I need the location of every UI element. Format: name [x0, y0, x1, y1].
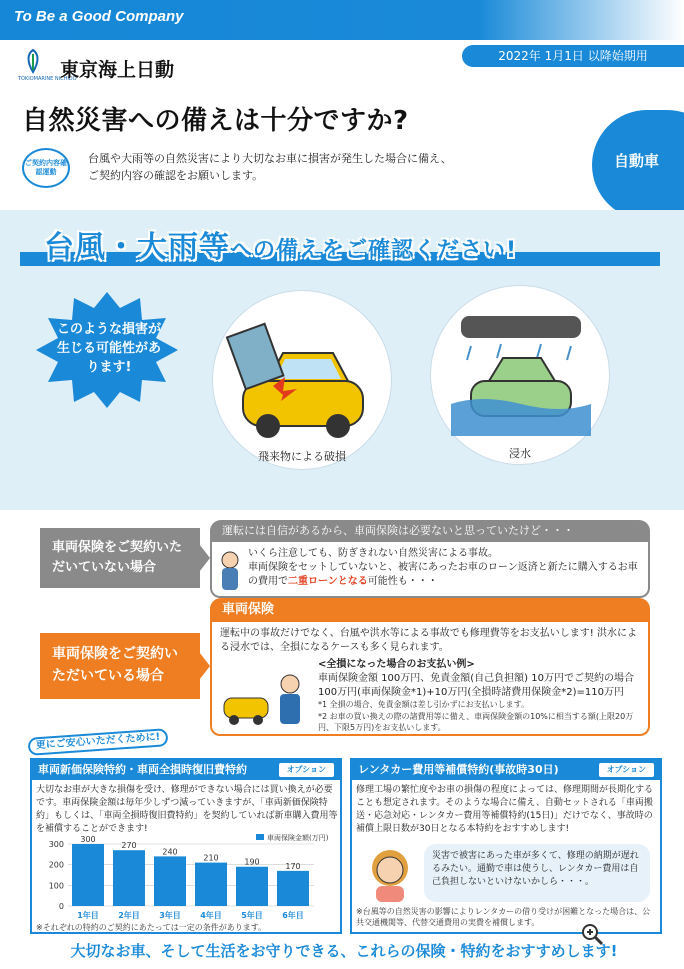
tagline: To Be a Good Company — [14, 8, 184, 25]
footer-recommendation: 大切なお車、そして生活をお守りできる、これらの保険・特約をおすすめします! — [70, 942, 618, 960]
company-name: 東京海上日動 — [60, 59, 175, 81]
arrow-right-icon — [196, 648, 210, 684]
chart-bar — [195, 863, 227, 906]
chart-legend-swatch — [256, 834, 264, 840]
chart-x-tick: 2年目 — [118, 911, 140, 920]
footnote: *2 お車の買い換えの際の諸費用等に備え、車両保険金額の10%に相当する額(上限20万円、下限5万円)をお支払いします。 — [318, 712, 634, 732]
insured-label: 車両保険をご契約いただいている場合 — [40, 633, 200, 699]
worried-woman-icon — [362, 844, 418, 902]
chart-x-tick: 5年目 — [241, 911, 263, 920]
option-badge: オプション — [279, 763, 334, 777]
more-security-label: 更にご安心いただくために! — [28, 728, 169, 756]
intro-line: 台風や大雨等の自然災害により大切なお車に損害が発生した場合に備え、 — [88, 152, 452, 165]
chart-data-label: 300 — [80, 835, 96, 844]
insured-line: 運転中の事故だけでなく、台風や洪水等による事故でも修理費等をお支払いします! 洪水によ — [220, 628, 637, 639]
chart-x-tick: 1年目 — [77, 911, 99, 920]
mechanic-repair-icon — [220, 670, 312, 730]
effective-date-pill: 2022年 1月1日 以降始期用 — [462, 45, 684, 67]
chart-legend-text: 車両保険金額(万円) — [267, 834, 329, 842]
panel-title-text: レンタカー費用等補償特約(事故時30日) — [358, 763, 559, 776]
chart-data-label: 190 — [244, 857, 260, 867]
payment-example-line: 車両保険金額 100万円、免責金額(自己負担額) 10万円でご契約の場合 — [318, 673, 634, 684]
vehicle-insurance-header: 車両保険 — [210, 598, 650, 622]
flying-debris-illustration — [212, 290, 392, 470]
banner-title — [44, 222, 517, 266]
company-logo-icon — [22, 48, 44, 74]
double-loan-highlight: 二重ローンとなる — [288, 576, 368, 587]
campaign-badge: ご契約内容確認運動 — [22, 148, 70, 188]
chart-bar — [154, 856, 186, 906]
insured-line: る浸水では、全損になるケースも多く見られます。 — [220, 642, 449, 653]
chart-bar — [72, 844, 104, 906]
no-insurance-label: 車両保険をご契約いただいていない場合 — [40, 528, 200, 588]
category-label: 自動車 — [614, 152, 660, 170]
chart-y-tick: 100 — [48, 881, 64, 891]
chart-note: ※それぞれの特約のご契約にあたっては一定の条件があります。 — [36, 923, 267, 932]
logo-text: TOKIOMARINE NICHIDO — [18, 76, 77, 82]
chart-x-tick: 6年目 — [282, 911, 304, 920]
chart-bar — [113, 850, 145, 906]
rental-car-note: ※台風等の自然災害の影響によりレンタカーの借り受けが困難となった場合は、公共交通機関等、代替交通費用の実費を補償します。 — [356, 907, 651, 927]
chart-y-tick: 300 — [48, 840, 64, 849]
chart-data-label: 240 — [162, 847, 178, 857]
chart-y-tick: 0 — [58, 902, 64, 911]
chart-x-tick: 3年目 — [159, 911, 181, 920]
footnote: *1 全損の場合、免責金額は差し引かずにお支払いします。 — [318, 700, 529, 709]
scene-label-flood: 浸水 — [509, 447, 531, 460]
car-damage-icon — [213, 291, 393, 471]
intro-line: ご契約内容の確認をお願いします。 — [88, 169, 264, 182]
page-title: 自然災害への備えは十分ですか? — [22, 106, 409, 136]
flooded-car-icon — [431, 286, 611, 466]
chart-data-label: 170 — [285, 861, 301, 871]
chart-bar — [277, 871, 309, 906]
chart-data-label: 270 — [121, 841, 137, 851]
zoom-in-icon[interactable] — [580, 922, 604, 946]
worried-man-icon — [216, 550, 244, 594]
insured-value-bar-chart — [36, 832, 336, 922]
chart-bar — [236, 867, 268, 906]
banner-title-main: 台風・大雨等 — [44, 230, 230, 265]
no-insurance-line: いくら注意しても、防ぎきれない自然災害による事故。 — [248, 548, 498, 559]
no-insurance-line — [248, 575, 644, 589]
banner-title-sub: への備えをご確認ください! — [230, 238, 518, 263]
chart-data-label: 210 — [203, 853, 219, 863]
arrow-right-icon — [196, 540, 210, 576]
flood-illustration — [430, 285, 610, 465]
chart-y-tick: 200 — [48, 860, 64, 870]
chart-x-tick: 4年目 — [200, 911, 222, 920]
option-badge: オプション — [599, 763, 654, 777]
speech-bubble: 災害で被害にあった車が多くて、修理の納期が遅れるみたい。通勤で車は使うし、レンタカー費用は自己負担しないといけないかしら・・・。 — [424, 844, 650, 902]
rental-car-rider-text: 修理工場の繁忙度やお車の損傷の程度によっては、修理期間が長期化することも想定されます。そのような場合に備え、自動セットされる「車両搬送・応急対応・レンタカー費用等補償特約(15日)」だけでなく、事故時の補償上限日数が30日となる本特約をおすすめします! — [356, 785, 654, 834]
no-insurance-text — [248, 547, 644, 589]
payment-example-title: <全損になった場合のお支払い例> — [318, 659, 475, 670]
text-span: の費用で — [248, 576, 288, 587]
starburst-text: このような損害が生じる可能性があります! — [56, 322, 161, 375]
text-span: 可能性も・・・ — [367, 576, 438, 587]
panel-title-text: 車両新価保険特約・車両全損時復旧費特約 — [38, 763, 247, 776]
panel-title — [352, 760, 660, 780]
no-insurance-line: 車両保険をセットしていないと、被害にあったお車のローン返済と新たに購入するお車 — [248, 562, 638, 573]
intro-text — [88, 150, 468, 184]
new-value-rider-text: 大切なお車が大きな損傷を受け、修理ができない場合には買い換えが必要です。車両保険金額は毎年少しずつ減っていきますが、「車両新価保険特約」もしくは、「車両全損時復旧費特約」を契約していれば新車購入費用等を補償することができます! — [36, 785, 338, 834]
scene-label-debris: 飛来物による破損 — [258, 450, 346, 463]
panel-title — [32, 760, 340, 780]
no-insurance-header: 運転には自信があるから、車両保険は必要ないと思っていたけど・・・ — [210, 520, 650, 542]
payment-example-line: 100万円(車両保険金*1)+10万円(全損時諸費用保険金*2)=110万円 — [318, 687, 624, 698]
insured-text — [220, 627, 645, 655]
